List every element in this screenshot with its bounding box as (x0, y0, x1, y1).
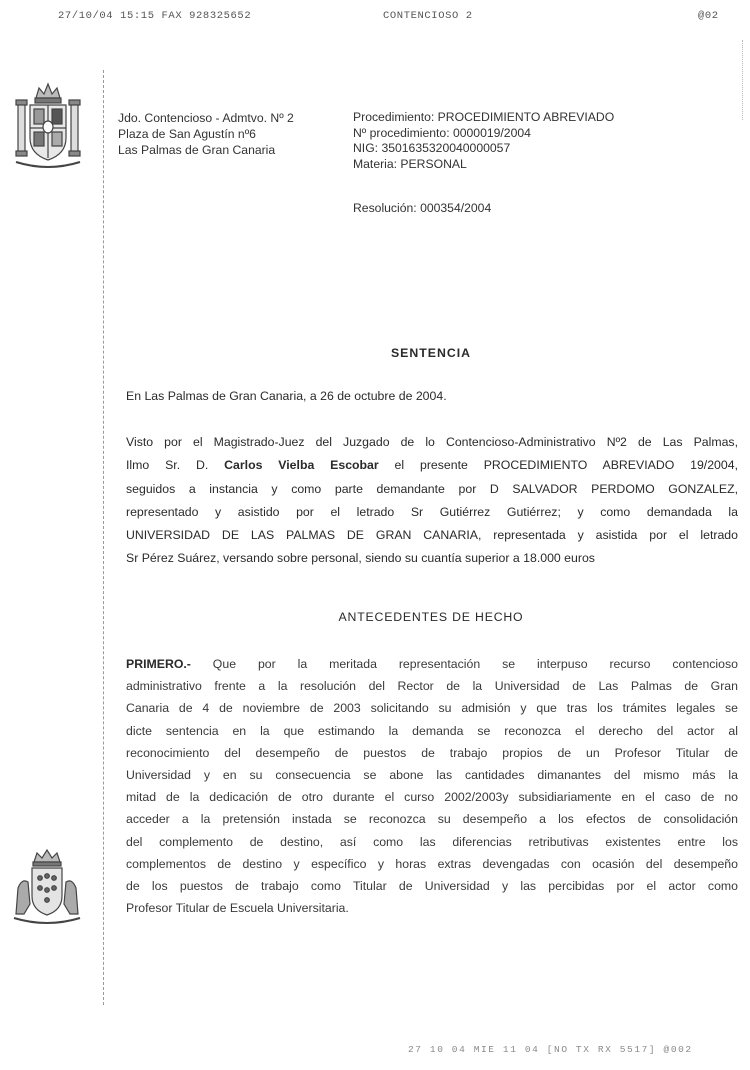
fax-footer: 27 10 04 MIE 11 04 [NO TX RX 5517] @002 (408, 1044, 693, 1055)
paragraph-line: Canaria de 4 de noviembre de 2003 solicitando su admisión y que tras los trámites legales se (126, 701, 738, 716)
paragraph-line: del complemento de destino, así como las diferencias retributivas existentes entre los (126, 834, 738, 849)
paragraph-line: mitad de la dedicación de otro durante el curso 2002/2003y subsidiariamente en el caso de no (126, 790, 738, 805)
paragraph-line: dicte sentencia en la que estimando la demanda se reconozca el derecho del actor al (126, 723, 738, 738)
paragraph-line (126, 653, 738, 675)
text-fragment: el presente PROCEDIMIENTO ABREVIADO 19/2004, (378, 458, 738, 473)
primero-paragraph (126, 653, 738, 919)
court-city: Las Palmas de Gran Canaria (118, 143, 276, 157)
text-fragment: Ilmo Sr. D. (126, 458, 225, 473)
paragraph-line: Profesor Titular de Escuela Universitaria. (126, 901, 349, 916)
document-title: SENTENCIA (390, 346, 472, 360)
paragraph-line: Sr Pérez Suárez, versando sobre personal, siendo su cuantía superior a 18.000 euros (126, 551, 595, 566)
fax-header-department: CONTENCIOSO 2 (383, 10, 473, 22)
fax-header (58, 10, 748, 24)
procedure-nig: NIG: 3501635320040000057 (353, 141, 511, 155)
procedure-number: Nº procedimiento: 0000019/2004 (353, 125, 531, 140)
margin-rule (103, 70, 104, 1005)
fax-header-timestamp: 27/10/04 15:15 FAX 928325652 (58, 10, 252, 22)
procedure-type: Procedimiento: PROCEDIMIENTO ABREVIADO (353, 110, 615, 124)
paragraph-lead: PRIMERO.- (126, 657, 191, 671)
resolution-number: Resolución: 000354/2004 (353, 201, 492, 215)
procedure-subject: Materia: PERSONAL (353, 156, 467, 171)
canarias-coat-of-arms-emblem (10, 848, 84, 926)
fax-header-page: @02 (698, 10, 719, 22)
paragraph-line: complementos de destino y específico y horas extras devengadas con ocasión del desempeño (126, 856, 738, 871)
text-fragment: Que por la meritada representación se interpuso recurso contencioso (190, 657, 738, 671)
paragraph-line: reconocimiento del desempeño de puestos de trabajo propios de un Profesor Titular de (126, 745, 738, 760)
scan-artifact (742, 40, 743, 120)
paragraph-line: administrativo frente a la resolución del Rector de la Universidad de Las Palmas de Gran (126, 679, 738, 694)
paragraph-line: representado y asistido por el letrado Sr Gutiérrez Gutiérrez; y como demandada la (126, 504, 738, 519)
paragraph-line: acceder a la pretensión instada se reconozca su desempeño a los efectos de consolidación (126, 812, 738, 827)
date-line: En Las Palmas de Gran Canaria, a 26 de octubre de 2004. (126, 389, 447, 403)
procedure-info-block (353, 110, 733, 172)
paragraph-line: de los puestos de trabajo como Titular de Universidad y las percibidas por el actor como (126, 879, 738, 894)
judge-name: Carlos Vielba Escobar (224, 458, 379, 473)
spain-coat-of-arms-emblem (12, 78, 84, 176)
paragraph-line (126, 454, 738, 477)
paragraph-line: seguidos a instancia y como parte demandante por D SALVADOR PERDOMO GONZALEZ, (126, 481, 738, 496)
visto-paragraph (126, 431, 738, 571)
section-heading: ANTECEDENTES DE HECHO (338, 610, 524, 624)
paragraph-line: UNIVERSIDAD DE LAS PALMAS DE GRAN CANARIA, representada y asistida por el letrado (126, 528, 738, 543)
paragraph-line: Visto por el Magistrado-Juez del Juzgado de lo Contencioso-Administrativo Nº2 de Las Palmas, (126, 435, 738, 449)
court-address-block (118, 110, 348, 158)
court-street: Plaza de San Agustín nº6 (118, 127, 256, 141)
court-name: Jdo. Contencioso - Admtvo. Nº 2 (118, 111, 294, 125)
paragraph-line: Universidad y en su consecuencia se abone las cantidades dimanantes del mismo más la (126, 768, 738, 783)
